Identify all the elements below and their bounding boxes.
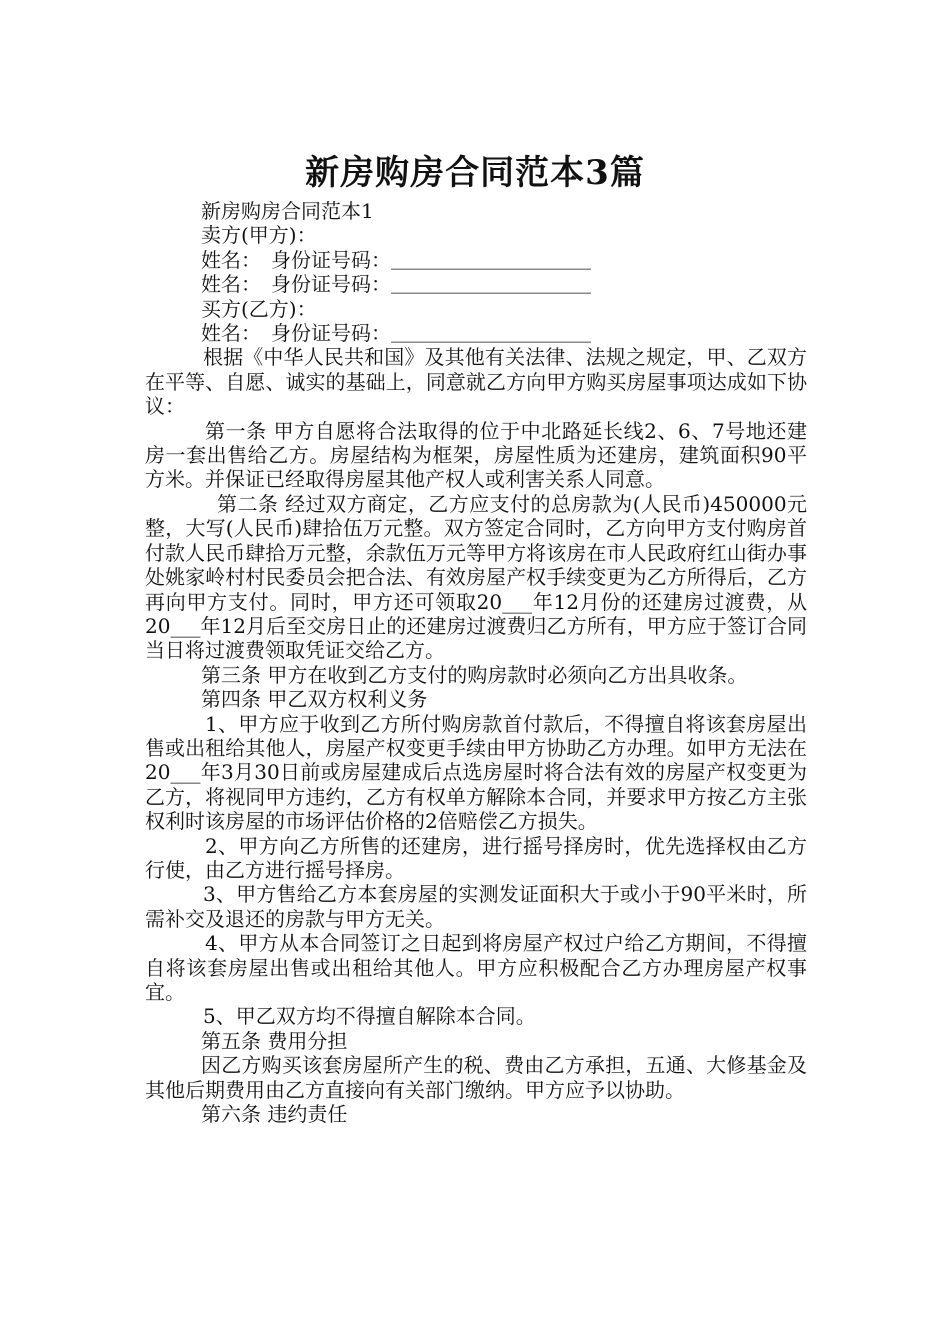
paragraph-article-5-heading: 第五条 费用分担 <box>201 1028 348 1053</box>
paragraph-article-4-item-5: 5、甲乙双方均不得擅自解除本合同。 <box>203 1004 536 1029</box>
paragraph-article-5-body: 因乙方购买该套房屋所产生的税、费由乙方承担，五通、大修基金及其他后期费用由乙方直接向有关部门缴纳。甲方应予以协助。 <box>145 1053 807 1102</box>
paragraph-buyer-id: 姓名： 身份证号码：＿＿＿＿＿＿＿＿＿＿ <box>201 321 591 346</box>
paragraph-article-4-item-4: 4、甲方从本合同签订之日起到将房屋产权过户给乙方期间，不得擅自将该套房屋出售或出租给其他人。甲方应积极配合乙方办理房屋产权事宜。 <box>145 931 807 1004</box>
paragraph-seller-label: 卖方(甲方)： <box>201 223 317 248</box>
document-title: 新房购房合同范本3篇 <box>305 152 645 193</box>
paragraph-article-6-heading: 第六条 违约责任 <box>201 1102 348 1127</box>
paragraph-preamble: 根据《中华人民共和国》及其他有关法律、法规之规定，甲、乙双方在平等、自愿、诚实的基础上，同意就乙方向甲方购买房屋事项达成如下协议： <box>145 345 807 419</box>
paragraph-buyer-label: 买方(乙方)： <box>201 296 317 321</box>
paragraph-subtitle: 新房购房合同范本1 <box>201 199 374 223</box>
document-body <box>145 199 807 1126</box>
paragraph-article-1: 第一条 甲方自愿将合法取得的位于中北路延长线2、6、7号地还建房一套出售给乙方。房屋结构为框架，房屋性质为还建房，建筑面积90平方米。并保证已经取得房屋其他产权人或利害关系人同意。 <box>145 418 807 492</box>
paragraph-article-4-item-3: 3、甲方售给乙方本套房屋的实测发证面积大于或小于90平米时，所需补交及退还的房款与甲方无关。 <box>145 882 807 931</box>
paragraph-article-4-item-2: 2、甲方向乙方所售的还建房，进行摇号择房时，优先选择权由乙方行使，由乙方进行摇号择房。 <box>145 833 807 882</box>
paragraph-article-3: 第三条 甲方在收到乙方支付的购房款时必须向乙方出具收条。 <box>201 662 748 687</box>
paragraph-article-4-item-1: 1、甲方应于收到乙方所付购房款首付款后，不得擅自将该套房屋出售或出租给其他人，房屋产权变更手续由甲方协助乙方办理。如甲方无法在20___年3月30日前或房屋建成后点选房屋时将合法有效的房屋产权变更为乙方，将视同甲方违约，乙方有权单方解除本合同，并要求甲方按乙方主张权利时该房屋的市场评估价格的2倍赔偿乙方损失。 <box>145 711 807 834</box>
paragraph-seller-id-2: 姓名： 身份证号码：＿＿＿＿＿＿＿＿＿＿ <box>201 272 591 297</box>
paragraph-article-4-heading: 第四条 甲乙双方权利义务 <box>201 687 428 712</box>
paragraph-seller-id-1: 姓名： 身份证号码：＿＿＿＿＿＿＿＿＿＿ <box>201 247 591 272</box>
paragraph-article-2: 第二条 经过双方商定，乙方应支付的总房款为(人民币)450000元整，大写(人民币)肆拾伍万元整。双方签定合同时，乙方向甲方支付购房首付款人民币肆拾万元整，余款伍万元等甲方将该房在市人民政府红山街办事处姚家岭村村民委员会把合法、有效房屋产权手续变更为乙方所得后，乙方再向甲方支付。同时，甲方还可领取20___年12月份的还建房过渡费，从20___年12月后至交房日止的还建房过渡费归乙方所有，甲方应于签订合同当日将过渡费领取凭证交给乙方。 <box>145 491 807 663</box>
